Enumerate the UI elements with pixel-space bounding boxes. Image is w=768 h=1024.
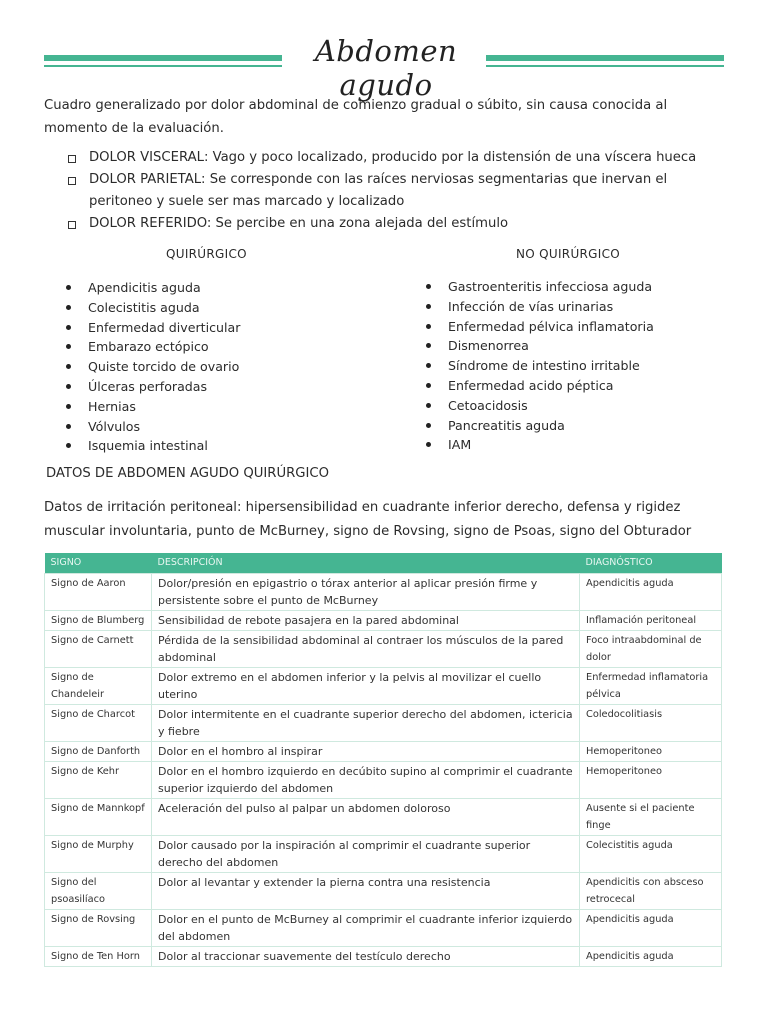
table-row bbox=[45, 573, 722, 610]
column-header-sign: SIGNO bbox=[45, 553, 152, 573]
surgical-heading: QUIRÚRGICO bbox=[166, 247, 247, 261]
list-item: Apendicitis aguda bbox=[64, 278, 240, 298]
list-item: Enfermedad diverticular bbox=[64, 318, 240, 338]
diagnosis-cell: Foco intraabdominal de dolor bbox=[580, 630, 722, 667]
section-title: DATOS DE ABDOMEN AGUDO QUIRÚRGICO bbox=[46, 466, 329, 481]
list-item: Vólvulos bbox=[64, 417, 240, 437]
list-item: Infección de vías urinarias bbox=[424, 297, 654, 317]
table-row bbox=[45, 630, 722, 667]
sign-cell: Signo de Charcot bbox=[45, 704, 152, 741]
sign-cell: Signo de Murphy bbox=[45, 835, 152, 872]
table-row bbox=[45, 761, 722, 798]
column-header-diagnosis: DIAGNÓSTICO bbox=[580, 553, 722, 573]
table-row bbox=[45, 835, 722, 872]
section-text: Datos de irritación peritoneal: hipersensibilidad en cuadrante inferior derecho, defensa y rigidez muscular involuntaria, punto de McBurney, signo de Rovsing, signo de Psoas, signo del Obturador bbox=[44, 500, 692, 539]
table-row bbox=[45, 610, 722, 630]
diagnosis-cell: Colecistitis aguda bbox=[580, 835, 722, 872]
page-title: Abdomen agudo bbox=[314, 34, 458, 102]
diagnosis-cell: Apendicitis aguda bbox=[580, 946, 722, 966]
diagnosis-cell: Hemoperitoneo bbox=[580, 761, 722, 798]
title-header bbox=[44, 34, 724, 102]
list-item: IAM bbox=[424, 435, 654, 455]
description-cell: Dolor al levantar y extender la pierna contra una resistencia bbox=[152, 872, 580, 909]
diagnosis-cell: Inflamación peritoneal bbox=[580, 610, 722, 630]
description-cell: Dolor en el hombro izquierdo en decúbito supino al comprimir el cuadrante superior izquierdo del abdomen bbox=[152, 761, 580, 798]
description-cell: Pérdida de la sensibilidad abdominal al contraer los músculos de la pared abdominal bbox=[152, 630, 580, 667]
description-cell: Aceleración del pulso al palpar un abdomen doloroso bbox=[152, 798, 580, 835]
pain-types-list bbox=[66, 147, 728, 235]
sign-cell: Signo del psoasilíaco bbox=[45, 872, 152, 909]
column-header-description: DESCRIPCIÓN bbox=[152, 553, 580, 573]
header-line-right bbox=[486, 65, 724, 67]
list-item: Isquemia intestinal bbox=[64, 436, 240, 456]
signs-table bbox=[44, 553, 722, 967]
list-item: Dismenorrea bbox=[424, 336, 654, 356]
list-item: Quiste torcido de ovario bbox=[64, 357, 240, 377]
table-row bbox=[45, 741, 722, 761]
list-item: Gastroenteritis infecciosa aguda bbox=[424, 277, 654, 297]
diagnosis-cell: Ausente si el paciente finge bbox=[580, 798, 722, 835]
description-cell: Dolor causado por la inspiración al comprimir el cuadrante superior derecho del abdomen bbox=[152, 835, 580, 872]
list-item: Colecistitis aguda bbox=[64, 298, 240, 318]
list-item: Enfermedad pélvica inflamatoria bbox=[424, 317, 654, 337]
sign-cell: Signo de Mannkopf bbox=[45, 798, 152, 835]
sign-cell: Signo de Rovsing bbox=[45, 909, 152, 946]
diagnosis-cell: Enfermedad inflamatoria pélvica bbox=[580, 667, 722, 704]
intro-paragraph: Cuadro generalizado por dolor abdominal de comienzo gradual o súbito, sin causa conocida al momento de la evaluación. bbox=[44, 98, 668, 136]
description-cell: Sensibilidad de rebote pasajera en la pared abdominal bbox=[152, 610, 580, 630]
surgical-list bbox=[64, 278, 240, 456]
description-cell: Dolor/presión en epigastrio o tórax anterior al aplicar presión firme y persistente sobre el punto de McBurney bbox=[152, 573, 580, 610]
diagnosis-cell: Apendicitis con absceso retrocecal bbox=[580, 872, 722, 909]
description-cell: Dolor en el punto de McBurney al comprimir el cuadrante inferior izquierdo del abdomen bbox=[152, 909, 580, 946]
description-cell: Dolor extremo en el abdomen inferior y la pelvis al movilizar el cuello uterino bbox=[152, 667, 580, 704]
list-item: Enfermedad acido péptica bbox=[424, 376, 654, 396]
list-item: Pancreatitis aguda bbox=[424, 416, 654, 436]
description-cell: Dolor intermitente en el cuadrante superior derecho del abdomen, ictericia y fiebre bbox=[152, 704, 580, 741]
table-row bbox=[45, 667, 722, 704]
sign-cell: Signo de Carnett bbox=[45, 630, 152, 667]
table-row bbox=[45, 946, 722, 966]
sign-cell: Signo de Aaron bbox=[45, 573, 152, 610]
header-bar-left bbox=[44, 55, 282, 61]
header-line-left bbox=[44, 65, 282, 67]
non-surgical-heading: NO QUIRÚRGICO bbox=[516, 247, 621, 261]
table-header-row bbox=[45, 553, 722, 573]
description-cell: Dolor en el hombro al inspirar bbox=[152, 741, 580, 761]
pain-type-item: DOLOR REFERIDO: Se percibe en una zona alejada del estímulo bbox=[66, 213, 728, 235]
diagnosis-cell: Coledocolitiasis bbox=[580, 704, 722, 741]
sign-cell: Signo de Chandeleir bbox=[45, 667, 152, 704]
diagnosis-cell: Apendicitis aguda bbox=[580, 573, 722, 610]
table-row bbox=[45, 704, 722, 741]
list-item: Embarazo ectópico bbox=[64, 337, 240, 357]
pain-type-item: DOLOR PARIETAL: Se corresponde con las raíces nerviosas segmentarias que inervan el peritoneo y suele ser mas marcado y localizado bbox=[66, 169, 728, 213]
diagnosis-cell: Hemoperitoneo bbox=[580, 741, 722, 761]
list-item: Cetoacidosis bbox=[424, 396, 654, 416]
sign-cell: Signo de Kehr bbox=[45, 761, 152, 798]
sign-cell: Signo de Danforth bbox=[45, 741, 152, 761]
sign-cell: Signo de Blumberg bbox=[45, 610, 152, 630]
table-row bbox=[45, 909, 722, 946]
list-item: Hernias bbox=[64, 397, 240, 417]
pain-type-item: DOLOR VISCERAL: Vago y poco localizado, producido por la distensión de una víscera hueca bbox=[66, 147, 728, 169]
table-row bbox=[45, 798, 722, 835]
list-item: Síndrome de intestino irritable bbox=[424, 356, 654, 376]
diagnosis-cell: Apendicitis aguda bbox=[580, 909, 722, 946]
sign-cell: Signo de Ten Horn bbox=[45, 946, 152, 966]
list-item: Úlceras perforadas bbox=[64, 377, 240, 397]
description-cell: Dolor al traccionar suavemente del testículo derecho bbox=[152, 946, 580, 966]
header-bar-right bbox=[486, 55, 724, 61]
table-row bbox=[45, 872, 722, 909]
non-surgical-list bbox=[424, 277, 654, 455]
